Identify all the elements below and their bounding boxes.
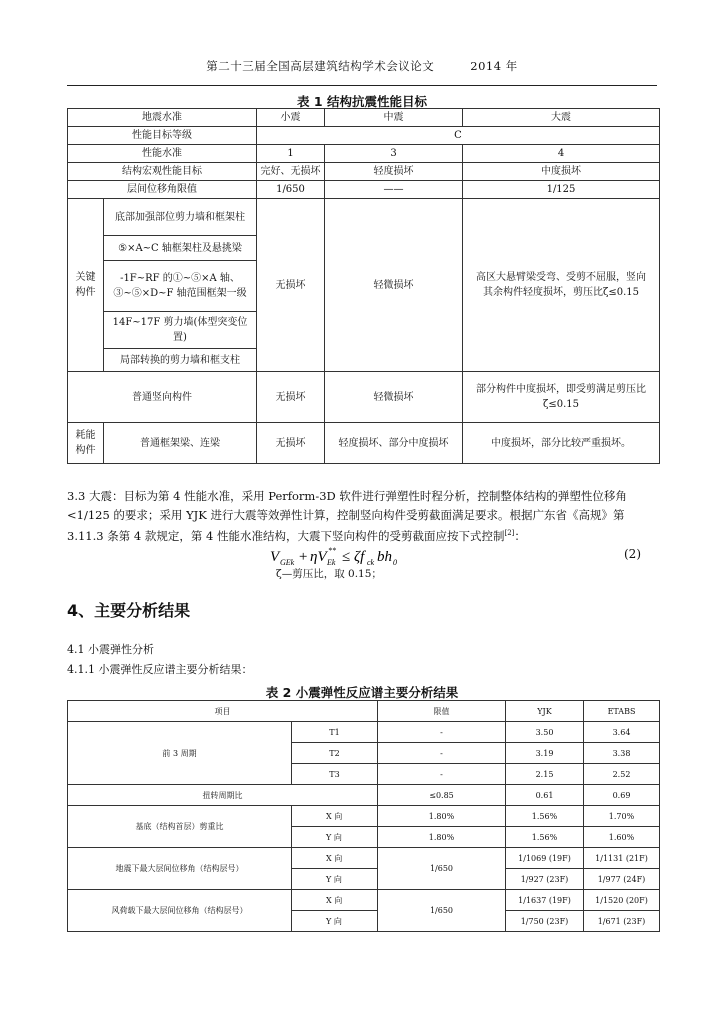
t2-period-label: 前 3 周期 bbox=[68, 722, 292, 785]
svg-text:Ek: Ek bbox=[327, 558, 336, 567]
t1-normal-large: 部分构件中度损坏，即受剪满足剪压比ζ≤0.15 bbox=[463, 372, 660, 423]
svg-text:bh: bh bbox=[377, 549, 392, 565]
t2-wind-drift-label: 风荷载下最大层间位移角（结构层号） bbox=[68, 890, 292, 932]
svg-text:ζf: ζf bbox=[354, 549, 365, 565]
table-row bbox=[68, 163, 660, 181]
table-row bbox=[68, 109, 660, 127]
t2-head-etabs: ETABS bbox=[584, 701, 660, 722]
t2-shear-dir: Y 向 bbox=[292, 827, 378, 848]
table-row bbox=[68, 785, 660, 806]
t1-macro-large: 中度损坏 bbox=[463, 163, 660, 181]
t2-shear-etabs: 1.70% bbox=[584, 806, 660, 827]
t2-period-yjk: 3.50 bbox=[506, 722, 584, 743]
table1-caption: 表 1 结构抗震性能目标 bbox=[297, 94, 427, 109]
t1-key-item-2: ⑤×A~C 轴框架柱及悬挑梁 bbox=[104, 236, 257, 261]
svg-text:**: ** bbox=[328, 546, 336, 555]
section-3-3-paragraph bbox=[67, 487, 659, 545]
table-row bbox=[68, 199, 660, 236]
t1-head-level: 地震水准 bbox=[68, 109, 257, 127]
t1-head-small: 小震 bbox=[257, 109, 325, 127]
t2-shear-limit: 1.80% bbox=[378, 827, 506, 848]
t2-torsion-limit: ≤0.85 bbox=[378, 785, 506, 806]
table2-caption: 表 2 小震弹性反应谱主要分析结果 bbox=[265, 685, 459, 700]
t2-head-item: 项目 bbox=[68, 701, 378, 722]
t2-wind-drift-etabs: 1/1520 (20F) bbox=[584, 890, 660, 911]
section-4-1-heading: 4.1 小震弹性分析 bbox=[67, 643, 154, 656]
table-row bbox=[68, 127, 660, 145]
t1-normal-small: 无损坏 bbox=[257, 372, 325, 423]
t2-head-yjk: YJK bbox=[506, 701, 584, 722]
t2-period-name: T2 bbox=[292, 743, 378, 764]
t2-period-limit: - bbox=[378, 722, 506, 743]
t2-period-etabs: 3.38 bbox=[584, 743, 660, 764]
t2-wind-drift-yjk: 1/1637 (19F) bbox=[506, 890, 584, 911]
t2-wind-drift-limit: 1/650 bbox=[378, 890, 506, 932]
t1-macro-mid: 轻度损坏 bbox=[325, 163, 463, 181]
t1-normal-mid: 轻微损坏 bbox=[325, 372, 463, 423]
table-row bbox=[68, 145, 660, 163]
t2-period-name: T1 bbox=[292, 722, 378, 743]
t1-macro-label: 结构宏观性能目标 bbox=[68, 163, 257, 181]
t1-energy-label: 耗能构件 bbox=[68, 423, 104, 464]
section-4-1-1-heading: 4.1.1 小震弹性反应谱主要分析结果： bbox=[67, 663, 253, 676]
t1-key-item-4: 14F~17F 剪力墙(体型突变位置) bbox=[104, 312, 257, 349]
svg-text:≤: ≤ bbox=[342, 549, 351, 565]
t1-level-value: C bbox=[257, 127, 660, 145]
table-row bbox=[68, 181, 660, 199]
t1-drift-large: 1/125 bbox=[463, 181, 660, 199]
table-row bbox=[68, 701, 660, 722]
shear-formula-render bbox=[270, 545, 420, 567]
t1-perf-large: 4 bbox=[463, 145, 660, 163]
t1-perf-mid: 3 bbox=[325, 145, 463, 163]
table-row bbox=[68, 890, 660, 911]
t2-wind-drift-dir: Y 向 bbox=[292, 911, 378, 932]
t1-key-mid: 轻微损坏 bbox=[325, 199, 463, 372]
t2-shear-dir: X 向 bbox=[292, 806, 378, 827]
t2-eq-drift-etabs: 1/977 (24F) bbox=[584, 869, 660, 890]
t2-torsion-label: 扭转周期比 bbox=[68, 785, 378, 806]
t1-perf-label: 性能水准 bbox=[68, 145, 257, 163]
t1-key-item-3: -1F~RF 的①~⑤×A 轴、③~⑤×D~F 轴范围框架一级 bbox=[104, 261, 257, 312]
t2-eq-drift-yjk: 1/1069 (19F) bbox=[506, 848, 584, 869]
t1-key-item-1: 底部加强部位剪力墙和框架柱 bbox=[104, 199, 257, 236]
running-header: 第二十三届全国高层建筑结构学术会议论文 2014 年 bbox=[206, 59, 518, 73]
t2-eq-drift-yjk: 1/927 (23F) bbox=[506, 869, 584, 890]
t2-eq-drift-dir: Y 向 bbox=[292, 869, 378, 890]
equation-number: (2) bbox=[624, 547, 641, 561]
t1-key-large: 高区大悬臂梁受弯、受剪不屈服，竖向其余构件轻度损坏，剪压比ζ≤0.15 bbox=[463, 199, 660, 372]
t1-drift-small: 1/650 bbox=[257, 181, 325, 199]
svg-text:0: 0 bbox=[393, 558, 397, 567]
t2-shear-label: 基底（结构首层）剪重比 bbox=[68, 806, 292, 848]
t1-normal-label: 普通竖向构件 bbox=[68, 372, 257, 423]
t1-head-mid: 中震 bbox=[325, 109, 463, 127]
t2-wind-drift-etabs: 1/671 (23F) bbox=[584, 911, 660, 932]
t1-energy-mid: 轻度损坏、部分中度损坏 bbox=[325, 423, 463, 464]
formula-note: ζ—剪压比，取 0.15； bbox=[276, 568, 382, 580]
table-seismic-performance bbox=[67, 108, 660, 464]
t1-key-group-label: 关键构件 bbox=[68, 199, 104, 372]
section-4-heading: 4、主要分析结果 bbox=[67, 601, 191, 620]
citation-ref: [2] bbox=[504, 529, 515, 537]
t2-eq-drift-label: 地震下最大层间位移角（结构层号） bbox=[68, 848, 292, 890]
section-3-3-text: 3.3 大震：目标为第 4 性能水准，采用 Perform-3D 软件进行弹塑性时程分析，控制整体结构的弹塑性位移角<1/125 的要求；采用 YJK 进行大震等效弹性计算，控制竖向构件受剪截面满足要求。根据广东省《高规》第 3.11.3 条第 4 款规定，第 4 性能水准结构，大震下竖向构件的受剪截面应按下式控制 bbox=[67, 489, 627, 543]
svg-text:GEk: GEk bbox=[280, 558, 295, 567]
t2-head-limit: 限值 bbox=[378, 701, 506, 722]
t1-energy-large: 中度损坏，部分比较严重损坏。 bbox=[463, 423, 660, 464]
svg-text:ck: ck bbox=[367, 558, 375, 567]
table-row bbox=[68, 423, 660, 464]
table-small-earthquake-results bbox=[67, 700, 660, 932]
t1-perf-small: 1 bbox=[257, 145, 325, 163]
t2-shear-yjk: 1.56% bbox=[506, 827, 584, 848]
t1-level-label: 性能目标等级 bbox=[68, 127, 257, 145]
table-row bbox=[68, 848, 660, 869]
t2-eq-drift-dir: X 向 bbox=[292, 848, 378, 869]
t2-shear-limit: 1.80% bbox=[378, 806, 506, 827]
t2-eq-drift-limit: 1/650 bbox=[378, 848, 506, 890]
t1-energy-small: 无损坏 bbox=[257, 423, 325, 464]
t2-torsion-etabs: 0.69 bbox=[584, 785, 660, 806]
svg-text:ηV: ηV bbox=[310, 549, 327, 565]
t2-shear-etabs: 1.60% bbox=[584, 827, 660, 848]
t2-period-name: T3 bbox=[292, 764, 378, 785]
t1-drift-mid: —— bbox=[325, 181, 463, 199]
section-3-3-tail: ： bbox=[514, 528, 526, 543]
t2-period-etabs: 3.64 bbox=[584, 722, 660, 743]
svg-text:V: V bbox=[270, 549, 280, 565]
t2-eq-drift-etabs: 1/1131 (21F) bbox=[584, 848, 660, 869]
t2-period-etabs: 2.52 bbox=[584, 764, 660, 785]
t2-period-limit: - bbox=[378, 764, 506, 785]
t2-wind-drift-dir: X 向 bbox=[292, 890, 378, 911]
header-rule bbox=[67, 85, 657, 86]
t1-drift-label: 层间位移角限值 bbox=[68, 181, 257, 199]
t2-period-yjk: 3.19 bbox=[506, 743, 584, 764]
t1-key-small: 无损坏 bbox=[257, 199, 325, 372]
t2-period-yjk: 2.15 bbox=[506, 764, 584, 785]
t1-macro-small: 完好、无损坏 bbox=[257, 163, 325, 181]
t2-period-limit: - bbox=[378, 743, 506, 764]
table-row bbox=[68, 806, 660, 827]
t2-torsion-yjk: 0.61 bbox=[506, 785, 584, 806]
table-row bbox=[68, 372, 660, 423]
table-row bbox=[68, 722, 660, 743]
t1-energy-item: 普通框架梁、连梁 bbox=[104, 423, 257, 464]
t1-head-large: 大震 bbox=[463, 109, 660, 127]
t1-key-item-5: 局部转换的剪力墙和框支柱 bbox=[104, 349, 257, 372]
svg-text:+: + bbox=[298, 549, 309, 565]
t2-wind-drift-yjk: 1/750 (23F) bbox=[506, 911, 584, 932]
t2-shear-yjk: 1.56% bbox=[506, 806, 584, 827]
